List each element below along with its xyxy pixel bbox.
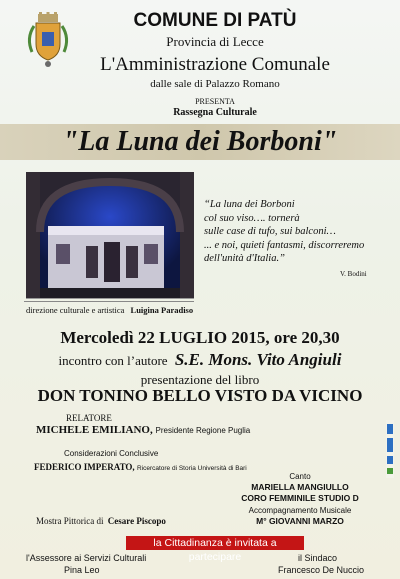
author-meeting <box>0 350 400 370</box>
quote-line: dell'unità d'Italia.” <box>204 253 285 264</box>
vertical-sponsor-logo-icon <box>384 420 396 478</box>
footer-left-role: l'Assessore ai Servizi Culturali <box>26 553 147 563</box>
accomp-label: Accompagnamento Musicale <box>248 506 352 515</box>
quote-line: sulle case di tufo, sui balconi… <box>204 226 336 237</box>
administration: L'Amministrazione Comunale <box>100 54 330 75</box>
relatore-role: Presidente Regione Puglia <box>155 426 251 435</box>
caption-name: Luigina Paradiso <box>130 305 194 315</box>
venue: dalle sale di Palazzo Romano <box>150 78 280 90</box>
book-presentation-label: presentazione del libro <box>140 372 260 387</box>
event-title: "La Luna dei Borboni" <box>62 126 338 157</box>
conclusioni-name: FEDERICO IMPERATO, <box>34 462 135 472</box>
exhibition <box>36 516 166 526</box>
quote-line: “La luna dei Borboni <box>204 199 295 210</box>
conclusioni-label: Considerazioni Conclusive <box>64 449 159 458</box>
accomp-name: M° GIOVANNI MARZO <box>256 516 344 526</box>
province: Provincia di Lecce <box>166 34 264 49</box>
palazzo-arch-photo <box>26 172 194 299</box>
arch-illustration-icon <box>26 172 194 298</box>
canto-choir: CORO FEMMINILE STUDIO D <box>241 493 359 503</box>
meeting-prefix: incontro con l’autore <box>58 353 168 368</box>
footer-left-name: Pina Leo <box>64 565 100 575</box>
relatore <box>36 424 250 436</box>
invitation-banner: la Cittadinanza è invitata a partecipare <box>126 536 304 550</box>
municipality-title: COMUNE DI PATÙ <box>133 10 297 31</box>
caption-label: direzione culturale e artistica <box>26 305 125 315</box>
book-title: DON TONINO BELLO VISTO DA VICINO <box>37 386 363 405</box>
canto-singer: MARIELLA MANGIULLO <box>251 482 349 492</box>
photo-caption <box>26 305 193 315</box>
conclusioni-role: Ricercatore di Storia Università di Bari <box>136 465 247 472</box>
poem-quote <box>204 198 364 266</box>
series-label: Rassegna Culturale <box>173 107 257 118</box>
footer-right-role: il Sindaco <box>298 553 338 563</box>
relatore-name: MICHELE EMILIANO, <box>36 424 153 436</box>
presenta-label: PRESENTA <box>195 97 235 106</box>
canto-label: Canto <box>289 472 311 481</box>
caption-divider <box>24 301 194 302</box>
conclusioni <box>34 462 247 472</box>
author-name: S.E. Mons. Vito Angiuli <box>174 350 342 369</box>
quote-line: col suo viso…. tornerà <box>204 212 300 224</box>
event-date-time: Mercoledì 22 LUGLIO 2015, ore 20,30 <box>60 328 340 347</box>
footer-right-name: Francesco De Nuccio <box>278 565 365 575</box>
relatore-label: RELATORE <box>66 413 112 423</box>
quote-line: ... e noi, quieti fantasmi, discorreremo <box>204 239 365 251</box>
quote-author: V. Bodini <box>340 270 367 278</box>
exhibition-artist: Cesare Piscopo <box>107 516 166 526</box>
exhibition-label: Mostra Pittorica di <box>36 516 104 526</box>
